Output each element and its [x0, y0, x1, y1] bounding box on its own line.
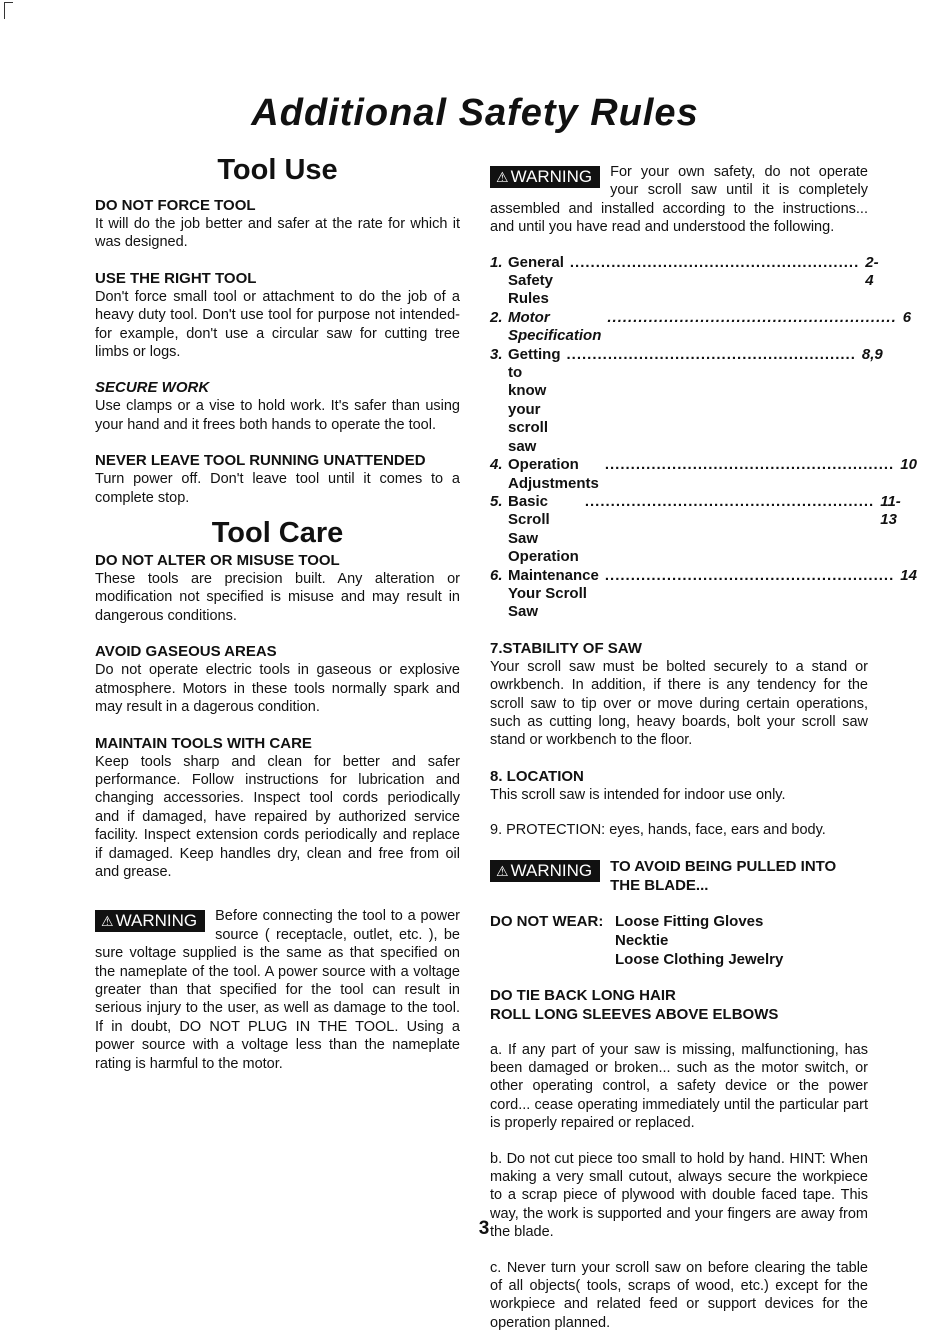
rule-body: Keep tools sharp and clean for better and safer performance. Follow instructions for lubrication and changing accessories. Inspect tool cords periodically and if damaged, have repaired by authorized service facility. Inspect extension cords periodically and replace if damaged. Keep handles dry, clean and free from oil and grease.: [95, 753, 460, 880]
rule-heading: 7.STABILITY OF SAW: [490, 639, 642, 657]
list-item: Necktie: [615, 931, 669, 949]
rule-location: [490, 767, 868, 804]
list-item: 2. Motor Specification ........................................................ 6: [490, 308, 912, 345]
rule-heading: DO NOT ALTER OR MISUSE TOOL: [95, 552, 340, 570]
warning-text: TO AVOID BEING PULLED INTO THE BLADE...: [610, 857, 837, 894]
right-column: [490, 163, 917, 1332]
section-heading-tool-use: Tool Use: [217, 154, 338, 186]
do-not-wear-label: DO NOT WEAR:: [490, 912, 604, 930]
rule-heading: SECURE WORK: [95, 379, 210, 397]
warning-triangle-icon: ⚠: [101, 913, 114, 930]
list-item: Loose Clothing Jewelry: [615, 950, 784, 968]
list-item: 3. Getting to know your scroll saw ........................................................ 8,9: [490, 345, 883, 455]
list-item: 4. Operation Adjustments ........................................................ 10: [490, 456, 917, 492]
rule-maintain-tools: [95, 734, 460, 882]
warning-badge: ⚠ WARNING: [490, 166, 600, 188]
paragraph-c: c. Never turn your scroll saw on before clearing the table of all objects( tools, scraps of wood, etc.) except for the workpiece and related feed or support devices for the operation planned.: [490, 1259, 868, 1331]
rule-body: This scroll saw is intended for indoor use only.: [490, 786, 786, 803]
contents-list: [490, 253, 917, 622]
assembly-warning: [490, 163, 868, 237]
crop-mark: [4, 2, 13, 19]
rule-heading: USE THE RIGHT TOOL: [95, 269, 257, 287]
blade-warning: [490, 857, 868, 895]
warning-badge: ⚠ WARNING: [490, 860, 600, 882]
rule-gaseous-areas: [95, 642, 460, 716]
warning-badge: ⚠ WARNING: [95, 910, 205, 932]
protection-line: 9. PROTECTION: eyes, hands, face, ears and body.: [490, 822, 826, 839]
rule-stability: [490, 639, 868, 750]
rule-do-not-alter: [95, 551, 460, 625]
page-number: 3: [478, 1218, 490, 1239]
rule-body: Turn power off. Don't leave tool until it comes to a complete stop.: [95, 471, 460, 506]
paragraph-a: a. If any part of your saw is missing, malfunctioning, has been damaged or broken... such as the motor switch, or other operating control, a safety device or the power cord... cease operating immediately until the particular part is properly repaired or replaced.: [490, 1041, 868, 1132]
list-item: 5. Basic Scroll Saw Operation ........................................................ 11-13: [490, 492, 901, 566]
rule-heading: AVOID GASEOUS AREAS: [95, 643, 277, 661]
rule-heading: DO NOT FORCE TOOL: [95, 197, 256, 214]
warning-text: For your own safety, do not operate your scroll saw until it is completely assembled and installed according to the instructions... and until you have read and understood the following.: [490, 164, 868, 236]
rule-secure-work: [95, 378, 460, 434]
rule-heading: 8. LOCATION: [490, 767, 584, 785]
rule-body: Your scroll saw must be bolted securely to a stand or owrkbench. In addition, if there is any tendency for the scroll saw to tip over or move during certain operations, such as cutting long, heavy boards, bolt your scroll saw stand or workbench to the floor.: [490, 658, 868, 749]
list-item: 6. Maintenance Your Scroll Saw ........................................................ 14: [490, 566, 917, 621]
warning-triangle-icon: ⚠: [496, 169, 509, 185]
rule-body: Do not operate electric tools in gaseous or explosive atmosphere. Motors in these tools normally spark and may result in a dagerous condition.: [95, 662, 460, 716]
voltage-warning: [95, 907, 460, 1073]
rule-never-leave: [95, 451, 460, 507]
rule-heading: MAINTAIN TOOLS WITH CARE: [95, 734, 312, 752]
do-not-wear-list: [490, 912, 868, 969]
rule-right-tool: [95, 269, 460, 362]
paragraph-b: b. Do not cut piece too small to hold by hand. HINT: When making a very small cutout, always secure the workpiece to a scrap piece of plywood with double faced tape. This way, the work is supported and your fingers are away from the blade.: [490, 1150, 868, 1241]
list-item: 1. General Safety Rules ........................................................ 2-4: [490, 253, 879, 308]
rule-body: Don't force small tool or attachment to do the job of a heavy duty tool. Don't use tool for purpose not intended-for example, don't use a circular saw for cutting tree limbs or logs.: [95, 288, 460, 361]
rule-body: These tools are precision built. Any alteration or modification not specified is misuse and may result in dangerous conditions.: [95, 571, 460, 624]
roll-sleeves-line: ROLL LONG SLEEVES ABOVE ELBOWS: [490, 1005, 779, 1023]
page-title: Additional Safety Rules: [251, 92, 699, 134]
rule-heading: NEVER LEAVE TOOL RUNNING UNATTENDED: [95, 452, 426, 470]
list-item: Loose Fitting Gloves: [615, 912, 764, 930]
left-column: [95, 152, 460, 1073]
warning-text: Before connecting the tool to a power source ( receptacle, outlet, etc. ), be sure voltage supplied is the same as that specified on the nameplate of the tool. A power source with a voltage greater than that specified for the tool can result in serious injury to the user, as well as damage to the tool. If in doubt, DO NOT PLUG IN THE TOOL. Using a power source with a voltage less than the nameplate rating is harmful to the motor.: [95, 908, 460, 1072]
warning-triangle-icon: ⚠: [496, 862, 509, 879]
rule-body: It will do the job better and safer at the rate for which it was designed.: [95, 216, 460, 251]
rule-force-tool: [95, 196, 460, 252]
tie-hair-line: DO TIE BACK LONG HAIR: [490, 986, 676, 1004]
section-heading-tool-care: Tool Care: [211, 517, 344, 550]
rule-body: Use clamps or a vise to hold work. It's safer than using your hand and it frees both hands to operate the tool.: [95, 398, 460, 433]
